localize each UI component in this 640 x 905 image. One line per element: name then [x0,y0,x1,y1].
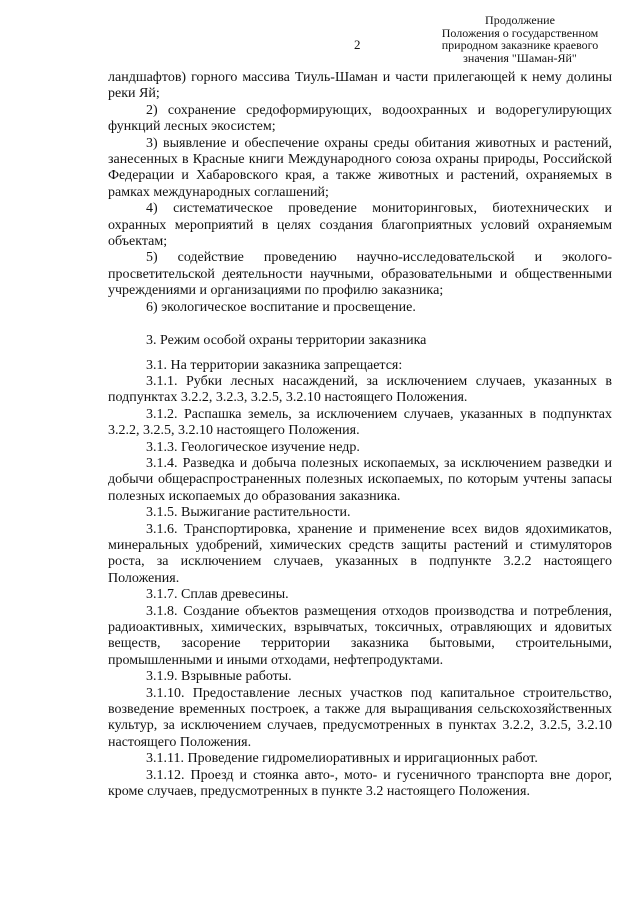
list-item: 5) содействие проведению научно-исследовательской и эколого-просветительской деятельности научными, образовательными и общественными учреждениями и организациями по профилю заказника; [108,250,612,299]
paragraph: ландшафтов) горного массива Тиуль-Шаман и части прилегающей к нему долины реки Яй; [108,70,612,102]
clause: 3.1.11. Проведение гидромелиоративных и ирригационных работ. [146,751,538,767]
clause: 3.1.1. Рубки лесных насаждений, за исключением случаев, указанных в подпунктах 3.2.2, 3.2.3, 3.2.5, 3.2.10 настоящего Положения. [108,373,612,406]
clause: 3.1.9. Взрывные работы. [146,669,292,685]
list-item: 2) сохранение средоформирующих, водоохранных и водорегулирующих функций лесных экосистем; [108,102,612,135]
clause: 3.1.5. Выжигание растительности. [146,505,351,521]
clause: 3.1.3. Геологическое изучение недр. [146,439,360,455]
document-body [108,70,612,800]
continuation-note-line: Положения о государственном [441,25,599,40]
list-item: 3) выявление и обеспечение охраны среды обитания животных и растений, занесенных в Красные книги Международного союза охраны природы, Российской Федерации и Хабаровского края, а также животных и растений, охраняемых в рамках международных соглашений; [108,135,612,200]
continuation-note-line: значения "Шаман-Яй" [463,50,577,65]
page-number: 2 [354,37,361,52]
paragraph: 3.1. На территории заказника запрещается: [146,357,403,373]
clause: 3.1.6. Транспортировка, хранение и применение всех видов ядохимикатов, минеральных удобрений, химических средств защиты растений и стимуляторов роста, за исключением случаев, указанных в подпункте 3.2.2 настоящего Положения. [108,521,612,586]
clause: 3.1.8. Создание объектов размещения отходов производства и потребления, радиоактивных, химических, взрывчатых, токсичных, отравляющих и ядовитых веществ, засорение территории заказника бытовыми, строительными, промышленными и иными отходами, нефтепродуктами. [108,603,612,668]
list-item: 4) систематическое проведение мониторинговых, биотехнических и охранных мероприятий в целях создания благоприятных условий охраняемым объектам; [108,201,612,250]
clause: 3.1.4. Разведка и добыча полезных ископаемых, за исключением разведки и добычи общераспространенных полезных ископаемых, по которым учтены запасы полезных ископаемых до образования заказника. [108,455,612,504]
continuation-note-line: Продолжение [485,13,555,27]
section-heading: 3. Режим особой охраны территории заказника [146,333,427,349]
clause: 3.1.12. Проезд и стоянка авто-, мото- и гусеничного транспорта вне дорог, кроме случаев, предусмотренных в пункте 3.2 настоящего Положения. [108,767,612,800]
continuation-note-line: природном заказнике краевого [441,38,599,52]
clause: 3.1.7. Сплав древесины. [146,587,289,603]
clause: 3.1.2. Распашка земель, за исключением случаев, указанных в подпунктах 3.2.2, 3.2.5, 3.2.10 настоящего Положения. [108,406,612,439]
list-item: 6) экологическое воспитание и просвещение. [146,299,416,315]
continuation-note [430,14,610,64]
clause: 3.1.10. Предоставление лесных участков под капитальное строительство, возведение временных построек, а также для выращивания сельскохозяйственных культур, за исключением случаев, предусмотренных в пунктах 3.2.2, 3.2.5, 3.2.10 настоящего Положения. [108,685,612,750]
